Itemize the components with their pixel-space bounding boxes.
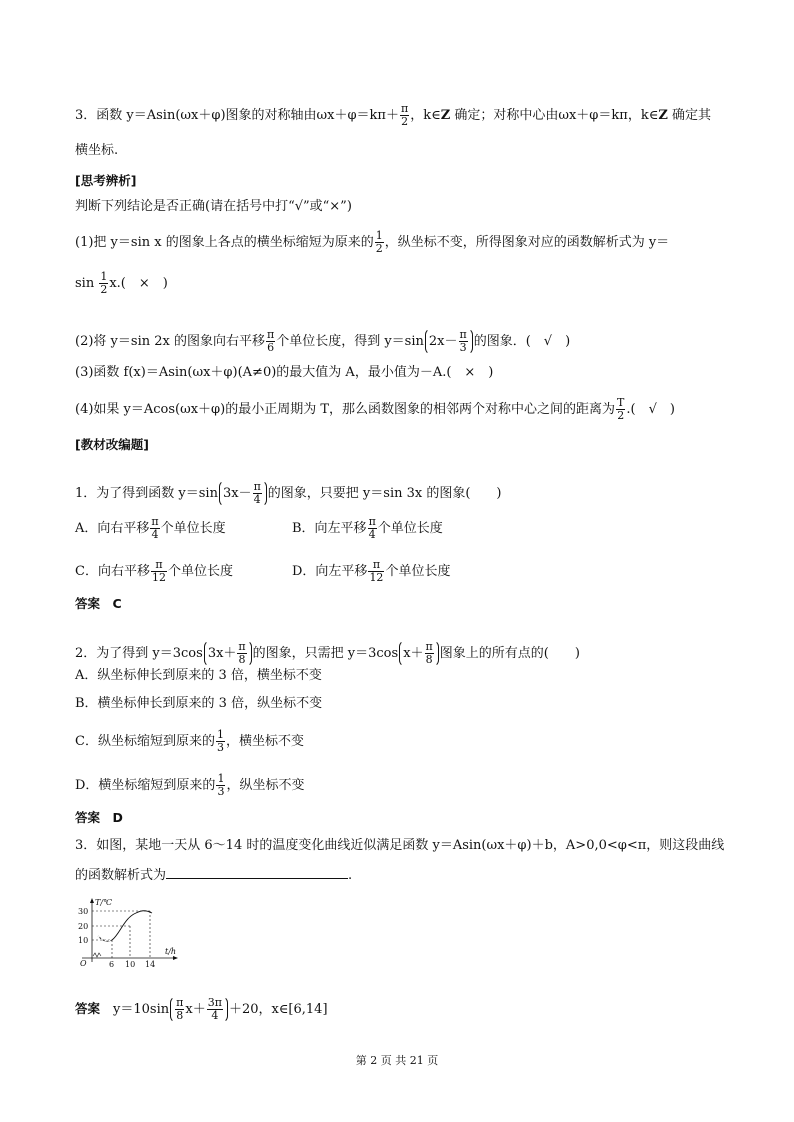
y-axis-label: T/℃ — [95, 898, 112, 907]
think-q4: (4)如果 y＝Acos(ωx＋φ)的最小正周期为 T，那么函数图象的相邻两个对称中心之间的距离为 $\frac{T}{2}$ .( √ ) — [75, 396, 675, 422]
think-intro: 判断下列结论是否正确(请在括号中打“√”或“×”) — [75, 199, 352, 214]
y-axis-arrow — [90, 898, 94, 903]
p2-option-d: D．横坐标缩短到原来的 $\frac{1}{3}$ ，纵坐标不变 — [75, 772, 305, 798]
fraction: $\frac{\pi}{8}$ — [176, 996, 184, 1022]
section-header-textbook: [教材改编题] — [75, 437, 149, 452]
fraction: $\frac{T}{2}$ — [617, 396, 625, 422]
fraction: $\frac{1}{3}$ — [217, 772, 225, 798]
text: 3．函数 y＝Asin(ωx＋φ)图象的对称轴由ωx＋φ＝kπ＋ — [75, 108, 399, 123]
section-header-think: [思考辨析] — [75, 173, 137, 188]
textbook-p3-line1: 3．如图，某地一天从 6～14 时的温度变化曲线近似满足函数 y＝Asin(ωx＋φ)＋b，A>0,0<φ<π，则这段曲线 — [75, 838, 725, 853]
origin-label: O — [80, 959, 87, 968]
y-tick-10: 10 — [78, 936, 89, 945]
fraction: $\frac{\pi}{2}$ — [400, 102, 409, 128]
fraction: $\frac{1}{2}$ — [375, 229, 383, 255]
x-tick-6: 6 — [109, 960, 115, 968]
fraction: $\frac{\pi}{8}$ — [238, 640, 246, 666]
textbook-p1: 1．为了得到函数 y＝sin 3x－ $\frac{\pi}{4}$ 的图象，只要把 y＝sin 3x 的图象( ) — [75, 480, 502, 506]
y-tick-20: 20 — [78, 922, 89, 931]
temperature-graph — [76, 896, 186, 968]
answer-3: 答案 y＝10sin $\frac{\pi}{8}$ x＋ $\frac{3\pi}{4}$ ＋20，x∈[6,14] — [75, 996, 328, 1022]
fraction: $\frac{\pi}{4}$ — [253, 480, 261, 506]
p2-option-c: C．纵坐标缩短到原来的 $\frac{1}{3}$ ，横坐标不变 — [75, 728, 304, 754]
p2-option-a: A．纵坐标伸长到原来的 3 倍，横坐标不变 — [75, 668, 322, 683]
fraction: $\frac{3\pi}{4}$ — [207, 996, 222, 1022]
fraction: $\frac{\pi}{3}$ — [459, 328, 467, 354]
fraction: $\frac{\pi}{6}$ — [266, 328, 275, 354]
axis-break — [93, 953, 101, 957]
think-q2: (2)将 y＝sin 2x 的图象向右平移 $\frac{\pi}{6}$ 个单位长度，得到 y＝sin 2x－ $\frac{\pi}{3}$ 的图象．( √ ) — [75, 328, 571, 354]
answer-2: 答案 D — [75, 810, 123, 825]
paren: x＋ $\frac{\pi}{8}$ — [399, 640, 439, 667]
paren: 3x－ $\frac{\pi}{4}$ — [219, 480, 267, 507]
textbook-p3-line2: 的函数解析式为 . — [75, 868, 353, 883]
paren: 3x＋ $\frac{\pi}{8}$ — [204, 640, 252, 667]
fraction: $\frac{\pi}{12}$ — [151, 558, 166, 584]
p2-option-b: B．横坐标伸长到原来的 3 倍，纵坐标不变 — [75, 696, 323, 711]
answer-1: 答案 C — [75, 596, 122, 611]
think-q1-line2: sin $\frac{1}{2}$ x.( × ) — [75, 270, 168, 296]
think-q1-line1: (1)把 y＝sin x 的图象上各点的横坐标缩短为原来的 $\frac{1}{2}$ ，纵坐标不变，所得图象对应的函数解析式为 y＝ — [75, 229, 670, 255]
page-footer: 第 2 页 共 21 页 — [355, 1054, 439, 1067]
fraction: $\frac{\pi}{8}$ — [425, 640, 433, 666]
think-q3: (3)函数 f(x)＝Asin(ωx＋φ)(A≠0)的最大值为 A，最小值为－A.( × ) — [75, 365, 494, 380]
paren: 2x－ $\frac{\pi}{3}$ — [425, 328, 473, 355]
item3-line2: 横坐标. — [75, 143, 119, 158]
fraction: $\frac{\pi}{4}$ — [368, 515, 376, 541]
option-b: B．向左平移 $\frac{\pi}{4}$ 个单位长度 — [292, 515, 443, 541]
y-tick-30: 30 — [78, 907, 89, 916]
fraction: $\frac{1}{3}$ — [216, 728, 224, 754]
textbook-p2: 2．为了得到 y＝3cos 3x＋ $\frac{\pi}{8}$ 的图象，只需把 y＝3cos x＋ $\frac{\pi}{8}$ 图象上的所有点的( ) — [75, 640, 580, 666]
item3-line1: 3．函数 y＝Asin(ωx＋φ)图象的对称轴由ωx＋φ＝kπ＋ $\frac{\pi}{2}$ ，k∈Z 确定；对称中心由ωx＋φ＝kπ，k∈Z 确定其 — [75, 102, 711, 128]
fraction: $\frac{1}{2}$ — [100, 270, 108, 296]
x-axis-arrow — [173, 956, 178, 960]
fraction: $\frac{\pi}{12}$ — [369, 558, 384, 584]
x-axis-label: t/h — [165, 947, 177, 956]
x-tick-10: 10 — [125, 960, 136, 968]
answer-blank — [166, 866, 348, 879]
fraction: $\frac{\pi}{4}$ — [151, 515, 159, 541]
option-a: A．向右平移 $\frac{\pi}{4}$ 个单位长度 — [75, 515, 226, 541]
paren: $\frac{\pi}{8}$ x＋ $\frac{3\pi}{4}$ — [170, 996, 228, 1023]
x-tick-14: 14 — [145, 960, 156, 968]
option-c: C．向右平移 $\frac{\pi}{12}$ 个单位长度 — [75, 558, 233, 584]
option-d: D．向左平移 $\frac{\pi}{12}$ 个单位长度 — [292, 558, 451, 584]
